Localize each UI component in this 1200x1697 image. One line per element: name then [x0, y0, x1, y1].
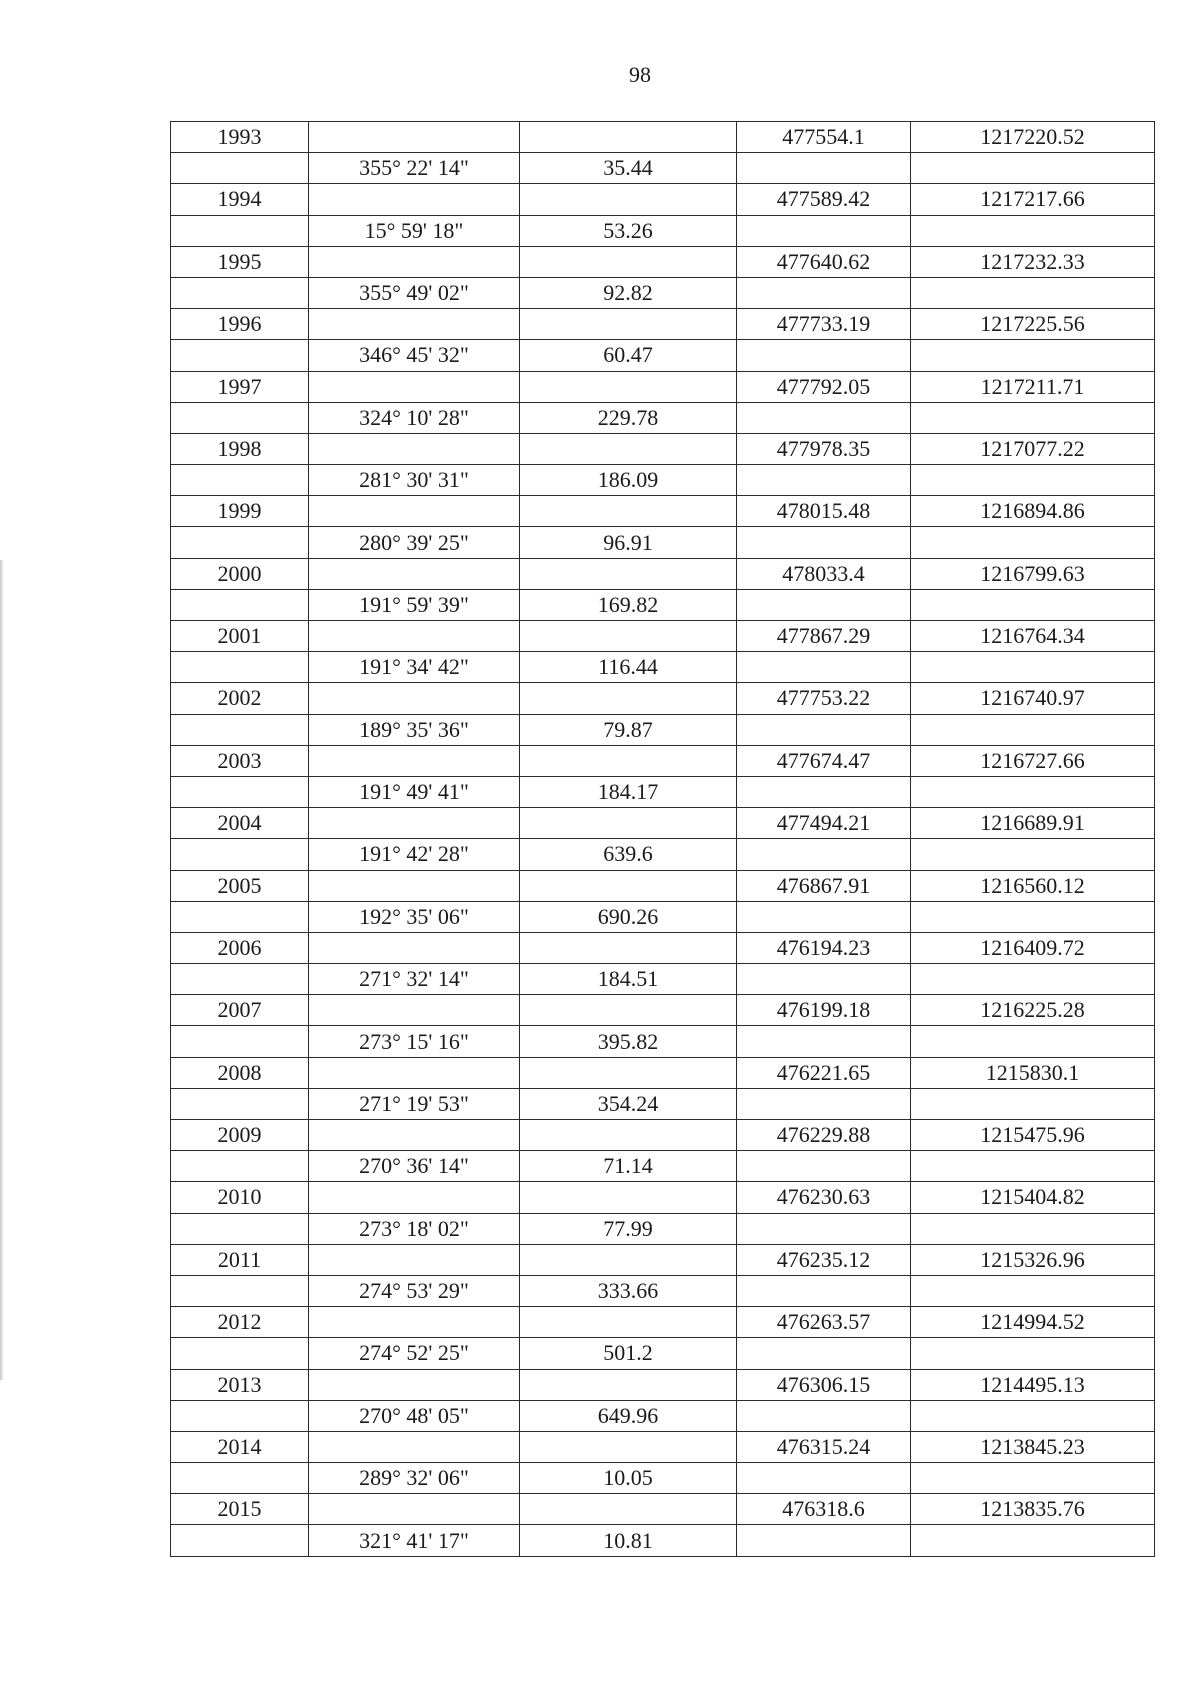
blank-cell [911, 776, 1155, 807]
blank-cell [911, 1213, 1155, 1244]
northing-cell: 476318.6 [737, 1494, 911, 1525]
blank-cell [911, 340, 1155, 371]
blank-cell [737, 589, 911, 620]
blank-cell [520, 621, 737, 652]
blank-cell [911, 964, 1155, 995]
blank-cell [171, 1088, 309, 1119]
northing-cell: 477978.35 [737, 433, 911, 464]
station-cell: 2003 [171, 745, 309, 776]
blank-cell [309, 496, 520, 527]
blank-cell [171, 402, 309, 433]
northing-cell: 477753.22 [737, 683, 911, 714]
bearing-cell: 274° 52' 25" [309, 1338, 520, 1369]
station-cell: 1998 [171, 433, 309, 464]
easting-cell: 1215830.1 [911, 1057, 1155, 1088]
blank-cell [309, 1431, 520, 1462]
course-row [171, 402, 1155, 433]
station-row [171, 184, 1155, 215]
bearing-cell: 191° 42' 28" [309, 839, 520, 870]
course-row [171, 901, 1155, 932]
course-row [171, 839, 1155, 870]
blank-cell [520, 371, 737, 402]
blank-cell [171, 1463, 309, 1494]
course-row [171, 340, 1155, 371]
bearing-cell: 280° 39' 25" [309, 527, 520, 558]
station-cell: 1995 [171, 246, 309, 277]
bearing-cell: 271° 19' 53" [309, 1088, 520, 1119]
station-cell: 2000 [171, 558, 309, 589]
station-cell: 2001 [171, 621, 309, 652]
blank-cell [309, 1120, 520, 1151]
station-row [171, 683, 1155, 714]
northing-cell: 478033.4 [737, 558, 911, 589]
distance-cell: 639.6 [520, 839, 737, 870]
station-cell: 2009 [171, 1120, 309, 1151]
blank-cell [171, 589, 309, 620]
blank-cell [520, 1120, 737, 1151]
blank-cell [911, 589, 1155, 620]
easting-cell: 1214495.13 [911, 1369, 1155, 1400]
easting-cell: 1217220.52 [911, 122, 1155, 153]
easting-cell: 1217211.71 [911, 371, 1155, 402]
blank-cell [171, 839, 309, 870]
northing-cell: 478015.48 [737, 496, 911, 527]
station-row [171, 1494, 1155, 1525]
blank-cell [520, 496, 737, 527]
blank-cell [737, 1463, 911, 1494]
course-row [171, 465, 1155, 496]
bearing-cell: 15° 59' 18" [309, 215, 520, 246]
blank-cell [171, 1338, 309, 1369]
course-row [171, 1275, 1155, 1306]
station-cell: 2010 [171, 1182, 309, 1213]
distance-cell: 229.78 [520, 402, 737, 433]
northing-cell: 477733.19 [737, 309, 911, 340]
blank-cell [911, 1088, 1155, 1119]
blank-cell [520, 433, 737, 464]
easting-cell: 1217225.56 [911, 309, 1155, 340]
distance-cell: 79.87 [520, 714, 737, 745]
northing-cell: 477494.21 [737, 808, 911, 839]
blank-cell [171, 901, 309, 932]
course-row [171, 589, 1155, 620]
distance-cell: 60.47 [520, 340, 737, 371]
station-cell: 2008 [171, 1057, 309, 1088]
blank-cell [171, 1525, 309, 1556]
blank-cell [171, 215, 309, 246]
station-row [171, 1307, 1155, 1338]
blank-cell [737, 1525, 911, 1556]
station-row [171, 995, 1155, 1026]
distance-cell: 184.51 [520, 964, 737, 995]
northing-cell: 476235.12 [737, 1244, 911, 1275]
northing-cell: 476221.65 [737, 1057, 911, 1088]
blank-cell [737, 1338, 911, 1369]
course-row [171, 1463, 1155, 1494]
blank-cell [309, 1307, 520, 1338]
blank-cell [520, 1431, 737, 1462]
course-row [171, 1338, 1155, 1369]
blank-cell [911, 277, 1155, 308]
bearing-cell: 324° 10' 28" [309, 402, 520, 433]
blank-cell [171, 1400, 309, 1431]
distance-cell: 333.66 [520, 1275, 737, 1306]
northing-cell: 477640.62 [737, 246, 911, 277]
station-row [171, 745, 1155, 776]
northing-cell: 476199.18 [737, 995, 911, 1026]
blank-cell [911, 1400, 1155, 1431]
bearing-cell: 192° 35' 06" [309, 901, 520, 932]
station-row [171, 558, 1155, 589]
northing-cell: 476263.57 [737, 1307, 911, 1338]
blank-cell [520, 1494, 737, 1525]
station-row [171, 246, 1155, 277]
station-row [171, 621, 1155, 652]
blank-cell [911, 465, 1155, 496]
blank-cell [737, 215, 911, 246]
blank-cell [520, 184, 737, 215]
station-cell: 2002 [171, 683, 309, 714]
station-row [171, 433, 1155, 464]
station-cell: 2007 [171, 995, 309, 1026]
distance-cell: 649.96 [520, 1400, 737, 1431]
blank-cell [171, 1151, 309, 1182]
blank-cell [911, 652, 1155, 683]
blank-cell [737, 1275, 911, 1306]
northing-cell: 476306.15 [737, 1369, 911, 1400]
blank-cell [911, 1525, 1155, 1556]
distance-cell: 96.91 [520, 527, 737, 558]
blank-cell [520, 122, 737, 153]
blank-cell [911, 1338, 1155, 1369]
page-number: 98 [629, 62, 651, 87]
blank-cell [309, 1057, 520, 1088]
easting-cell: 1216727.66 [911, 745, 1155, 776]
course-row [171, 964, 1155, 995]
northing-cell: 477589.42 [737, 184, 911, 215]
blank-cell [911, 1151, 1155, 1182]
blank-cell [911, 901, 1155, 932]
bearing-cell: 270° 36' 14" [309, 1151, 520, 1182]
blank-cell [520, 558, 737, 589]
blank-cell [737, 652, 911, 683]
course-row [171, 1088, 1155, 1119]
station-row [171, 1120, 1155, 1151]
station-row [171, 1057, 1155, 1088]
blank-cell [171, 527, 309, 558]
distance-cell: 116.44 [520, 652, 737, 683]
course-row [171, 527, 1155, 558]
blank-cell [520, 808, 737, 839]
easting-cell: 1217232.33 [911, 246, 1155, 277]
easting-cell: 1217077.22 [911, 433, 1155, 464]
northing-cell: 476230.63 [737, 1182, 911, 1213]
station-row [171, 870, 1155, 901]
easting-cell: 1216799.63 [911, 558, 1155, 589]
station-row [171, 1244, 1155, 1275]
easting-cell: 1215326.96 [911, 1244, 1155, 1275]
station-cell: 2014 [171, 1431, 309, 1462]
blank-cell [737, 277, 911, 308]
blank-cell [171, 1275, 309, 1306]
blank-cell [309, 433, 520, 464]
blank-cell [737, 901, 911, 932]
distance-cell: 92.82 [520, 277, 737, 308]
distance-cell: 501.2 [520, 1338, 737, 1369]
blank-cell [911, 839, 1155, 870]
blank-cell [309, 246, 520, 277]
blank-cell [737, 1400, 911, 1431]
distance-cell: 10.81 [520, 1525, 737, 1556]
northing-cell: 477674.47 [737, 745, 911, 776]
easting-cell: 1213845.23 [911, 1431, 1155, 1462]
course-row [171, 1151, 1155, 1182]
blank-cell [737, 839, 911, 870]
blank-cell [737, 340, 911, 371]
course-row [171, 277, 1155, 308]
blank-cell [911, 1026, 1155, 1057]
blank-cell [737, 153, 911, 184]
blank-cell [520, 1369, 737, 1400]
bearing-cell: 189° 35' 36" [309, 714, 520, 745]
bearing-cell: 355° 22' 14" [309, 153, 520, 184]
blank-cell [171, 652, 309, 683]
bearing-cell: 273° 18' 02" [309, 1213, 520, 1244]
station-cell: 1993 [171, 122, 309, 153]
northing-cell: 477792.05 [737, 371, 911, 402]
station-row [171, 122, 1155, 153]
blank-cell [911, 1275, 1155, 1306]
course-row [171, 652, 1155, 683]
blank-cell [309, 309, 520, 340]
easting-cell: 1216409.72 [911, 932, 1155, 963]
distance-cell: 77.99 [520, 1213, 737, 1244]
station-cell: 2006 [171, 932, 309, 963]
station-row [171, 371, 1155, 402]
blank-cell [309, 371, 520, 402]
bearing-cell: 289° 32' 06" [309, 1463, 520, 1494]
station-row [171, 496, 1155, 527]
blank-cell [171, 964, 309, 995]
blank-cell [171, 277, 309, 308]
blank-cell [737, 1151, 911, 1182]
bearing-cell: 273° 15' 16" [309, 1026, 520, 1057]
blank-cell [911, 402, 1155, 433]
blank-cell [737, 402, 911, 433]
blank-cell [911, 714, 1155, 745]
blank-cell [309, 184, 520, 215]
easting-cell: 1216894.86 [911, 496, 1155, 527]
blank-cell [520, 309, 737, 340]
distance-cell: 71.14 [520, 1151, 737, 1182]
course-row [171, 1525, 1155, 1556]
station-cell: 2012 [171, 1307, 309, 1338]
bearing-cell: 274° 53' 29" [309, 1275, 520, 1306]
blank-cell [520, 745, 737, 776]
blank-cell [309, 558, 520, 589]
bearing-cell: 191° 49' 41" [309, 776, 520, 807]
northing-cell: 476194.23 [737, 932, 911, 963]
distance-cell: 53.26 [520, 215, 737, 246]
distance-cell: 690.26 [520, 901, 737, 932]
blank-cell [520, 1182, 737, 1213]
easting-cell: 1213835.76 [911, 1494, 1155, 1525]
easting-cell: 1216225.28 [911, 995, 1155, 1026]
blank-cell [520, 246, 737, 277]
northing-cell: 477867.29 [737, 621, 911, 652]
blank-cell [309, 995, 520, 1026]
blank-cell [737, 776, 911, 807]
station-cell: 1996 [171, 309, 309, 340]
blank-cell [171, 465, 309, 496]
blank-cell [171, 1213, 309, 1244]
course-row [171, 1026, 1155, 1057]
distance-cell: 10.05 [520, 1463, 737, 1494]
bearing-cell: 346° 45' 32" [309, 340, 520, 371]
blank-cell [520, 1057, 737, 1088]
distance-cell: 35.44 [520, 153, 737, 184]
blank-cell [309, 1182, 520, 1213]
blank-cell [911, 153, 1155, 184]
blank-cell [737, 527, 911, 558]
blank-cell [309, 1494, 520, 1525]
bearing-cell: 281° 30' 31" [309, 465, 520, 496]
blank-cell [737, 1213, 911, 1244]
station-row [171, 1369, 1155, 1400]
station-cell: 2011 [171, 1244, 309, 1275]
blank-cell [737, 964, 911, 995]
distance-cell: 186.09 [520, 465, 737, 496]
course-row [171, 1213, 1155, 1244]
easting-cell: 1216689.91 [911, 808, 1155, 839]
blank-cell [309, 932, 520, 963]
easting-cell: 1214994.52 [911, 1307, 1155, 1338]
station-row [171, 309, 1155, 340]
easting-cell: 1216740.97 [911, 683, 1155, 714]
distance-cell: 169.82 [520, 589, 737, 620]
blank-cell [171, 714, 309, 745]
blank-cell [911, 527, 1155, 558]
blank-cell [520, 1244, 737, 1275]
easting-cell: 1215475.96 [911, 1120, 1155, 1151]
blank-cell [309, 122, 520, 153]
station-row [171, 1182, 1155, 1213]
blank-cell [737, 714, 911, 745]
easting-cell: 1217217.66 [911, 184, 1155, 215]
blank-cell [309, 870, 520, 901]
bearing-cell: 191° 34' 42" [309, 652, 520, 683]
scan-shadow-edge [0, 560, 4, 1380]
station-cell: 1999 [171, 496, 309, 527]
blank-cell [309, 808, 520, 839]
blank-cell [309, 1369, 520, 1400]
northing-cell: 476229.88 [737, 1120, 911, 1151]
station-cell: 2004 [171, 808, 309, 839]
blank-cell [171, 776, 309, 807]
distance-cell: 184.17 [520, 776, 737, 807]
blank-cell [309, 683, 520, 714]
blank-cell [171, 153, 309, 184]
blank-cell [520, 1307, 737, 1338]
blank-cell [911, 215, 1155, 246]
course-row [171, 215, 1155, 246]
station-cell: 1997 [171, 371, 309, 402]
course-row [171, 714, 1155, 745]
northing-cell: 476867.91 [737, 870, 911, 901]
northing-cell: 477554.1 [737, 122, 911, 153]
blank-cell [520, 683, 737, 714]
bearing-cell: 271° 32' 14" [309, 964, 520, 995]
bearing-cell: 191° 59' 39" [309, 589, 520, 620]
course-row [171, 776, 1155, 807]
blank-cell [520, 870, 737, 901]
blank-cell [737, 1026, 911, 1057]
blank-cell [309, 621, 520, 652]
station-row [171, 932, 1155, 963]
northing-cell: 476315.24 [737, 1431, 911, 1462]
coordinate-table-body [171, 122, 1155, 1557]
easting-cell: 1215404.82 [911, 1182, 1155, 1213]
station-cell: 2013 [171, 1369, 309, 1400]
coordinate-table [170, 121, 1155, 1557]
bearing-cell: 355° 49' 02" [309, 277, 520, 308]
distance-cell: 395.82 [520, 1026, 737, 1057]
blank-cell [911, 1463, 1155, 1494]
course-row [171, 153, 1155, 184]
distance-cell: 354.24 [520, 1088, 737, 1119]
easting-cell: 1216764.34 [911, 621, 1155, 652]
station-cell: 1994 [171, 184, 309, 215]
blank-cell [737, 465, 911, 496]
blank-cell [520, 932, 737, 963]
blank-cell [520, 995, 737, 1026]
bearing-cell: 321° 41' 17" [309, 1525, 520, 1556]
station-row [171, 1431, 1155, 1462]
blank-cell [171, 1026, 309, 1057]
easting-cell: 1216560.12 [911, 870, 1155, 901]
bearing-cell: 270° 48' 05" [309, 1400, 520, 1431]
blank-cell [309, 745, 520, 776]
station-cell: 2015 [171, 1494, 309, 1525]
course-row [171, 1400, 1155, 1431]
blank-cell [171, 340, 309, 371]
blank-cell [309, 1244, 520, 1275]
station-row [171, 808, 1155, 839]
blank-cell [737, 1088, 911, 1119]
station-cell: 2005 [171, 870, 309, 901]
